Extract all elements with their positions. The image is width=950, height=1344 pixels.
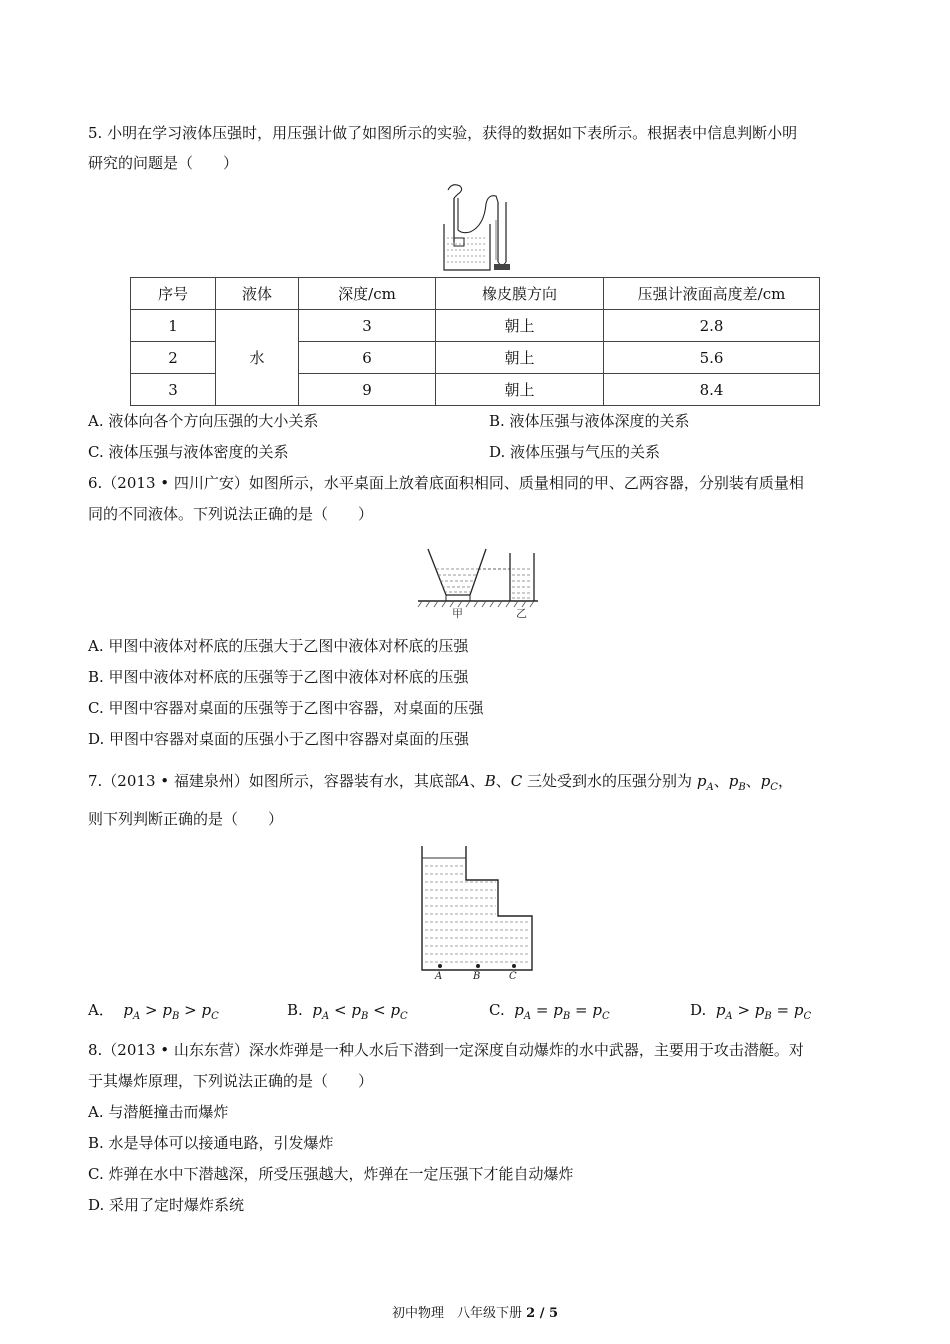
q8-option-b[interactable]: B. 水是导体可以接通电路，引发爆炸	[88, 1134, 334, 1152]
q5-stem-line1: 5. 小明在学习液体压强时，用压强计做了如图所示的实验，获得的数据如下表所示。根据表中信息判断小明	[88, 124, 798, 142]
q6-option-a[interactable]: A. 甲图中液体对杯底的压强大于乙图中液体对杯底的压强	[88, 637, 469, 655]
page-footer	[0, 1302, 950, 1321]
point-c-label: C	[510, 772, 523, 790]
q6-stem-line2: 同的不同液体。下列说法正确的是（ ）	[88, 505, 374, 523]
point-b-label: B	[484, 772, 496, 790]
fig-label-c: C	[509, 971, 517, 980]
q7-stepped-container-figure	[414, 842, 540, 980]
table-cell: 6	[299, 342, 436, 374]
q6-containers-figure	[416, 543, 540, 621]
table-cell: 朝上	[436, 342, 604, 374]
table-cell: 2.8	[604, 310, 820, 342]
table-cell: 5.6	[604, 342, 820, 374]
pressure-pb: $p_B$	[728, 772, 746, 793]
table-cell: 8.4	[604, 374, 820, 406]
table-row	[131, 310, 820, 342]
q6-stem-line1: 6.（2013 • 四川广安）如图所示，水平桌面上放着底面积相同、质量相同的甲、乙两容器，分别装有质量相	[88, 474, 804, 492]
fig-label-a: A	[435, 971, 443, 980]
q7-option-b[interactable]: B. $p_A < p_B < p_C$	[287, 1001, 408, 1022]
point-a-label: A	[458, 772, 470, 790]
table-cell: 朝上	[436, 310, 604, 342]
q5-option-c[interactable]: C. 液体压强与液体密度的关系	[88, 443, 289, 461]
q8-option-d[interactable]: D. 采用了定时爆炸系统	[88, 1196, 245, 1214]
q6-option-b[interactable]: B. 甲图中液体对杯底的压强等于乙图中液体对杯底的压强	[88, 668, 469, 686]
q8-option-a[interactable]: A. 与潜艇撞击而爆炸	[88, 1103, 229, 1121]
q5-stem-line2: 研究的问题是（ ）	[88, 154, 239, 172]
table-header: 液体	[216, 278, 299, 310]
q7-stem-line1	[88, 770, 793, 799]
table-cell: 9	[299, 374, 436, 406]
q8-stem-line1: 8.（2013 • 山东东营）深水炸弹是一种人水后下潜到一定深度自动爆炸的水中武器，主要用于攻击潜艇。对	[88, 1041, 804, 1059]
q6-label-jia: 甲	[452, 607, 463, 620]
table-cell: 3	[131, 374, 216, 406]
q5-option-d[interactable]: D. 液体压强与气压的关系	[489, 443, 661, 461]
q5-option-a[interactable]: A. 液体向各个方向压强的大小关系	[88, 412, 319, 430]
table-header: 橡皮膜方向	[436, 278, 604, 310]
q5-pressure-gauge-figure	[440, 180, 520, 272]
q7-stem-text: 7.（2013 • 福建泉州）如图所示，容器装有水，其底部	[88, 772, 459, 790]
q8-option-c[interactable]: C. 炸弹在水中下潜越深，所受压强越大，炸弹在一定压强下才能自动爆炸	[88, 1165, 574, 1183]
footer-text: 初中物理 八年级下册	[391, 1306, 522, 1321]
q7-stem-text: 三处受到水的压强分别为	[527, 772, 693, 790]
q6-option-c[interactable]: C. 甲图中容器对桌面的压强等于乙图中容器，对桌面的压强	[88, 699, 484, 717]
q6-label-yi: 乙	[516, 607, 527, 620]
q8-stem-line2: 于其爆炸原理，下列说法正确的是（ ）	[88, 1072, 374, 1090]
table-cell: 3	[299, 310, 436, 342]
pressure-pa: $p_A$	[696, 772, 714, 793]
q7-option-c[interactable]: C. $p_A = p_B = p_C$	[489, 1001, 610, 1022]
separator: ，	[777, 772, 793, 790]
table-header: 深度/cm	[299, 278, 436, 310]
q7-stem-line2: 则下列判断正确的是（ ）	[88, 810, 284, 828]
q6-option-d[interactable]: D. 甲图中容器对桌面的压强小于乙图中容器对桌面的压强	[88, 730, 470, 748]
separator: 、	[495, 772, 511, 790]
table-cell-liquid: 水	[216, 310, 299, 406]
fig-label-b: B	[473, 971, 481, 980]
q5-option-b[interactable]: B. 液体压强与液体深度的关系	[489, 412, 690, 430]
table-cell: 朝上	[436, 374, 604, 406]
pressure-pc: $p_C$	[760, 772, 778, 793]
table-cell: 1	[131, 310, 216, 342]
page-number: 2 / 5	[526, 1306, 559, 1321]
separator: 、	[469, 772, 485, 790]
q5-data-table	[130, 277, 820, 406]
q7-option-a[interactable]: A． $p_A > p_B > p_C$	[88, 1001, 219, 1022]
table-header: 压强计液面高度差/cm	[604, 278, 820, 310]
table-header: 序号	[131, 278, 216, 310]
separator: 、	[745, 772, 761, 790]
separator: 、	[713, 772, 729, 790]
q7-option-d[interactable]: D. $p_A > p_B = p_C$	[690, 1001, 812, 1022]
table-cell: 2	[131, 342, 216, 374]
